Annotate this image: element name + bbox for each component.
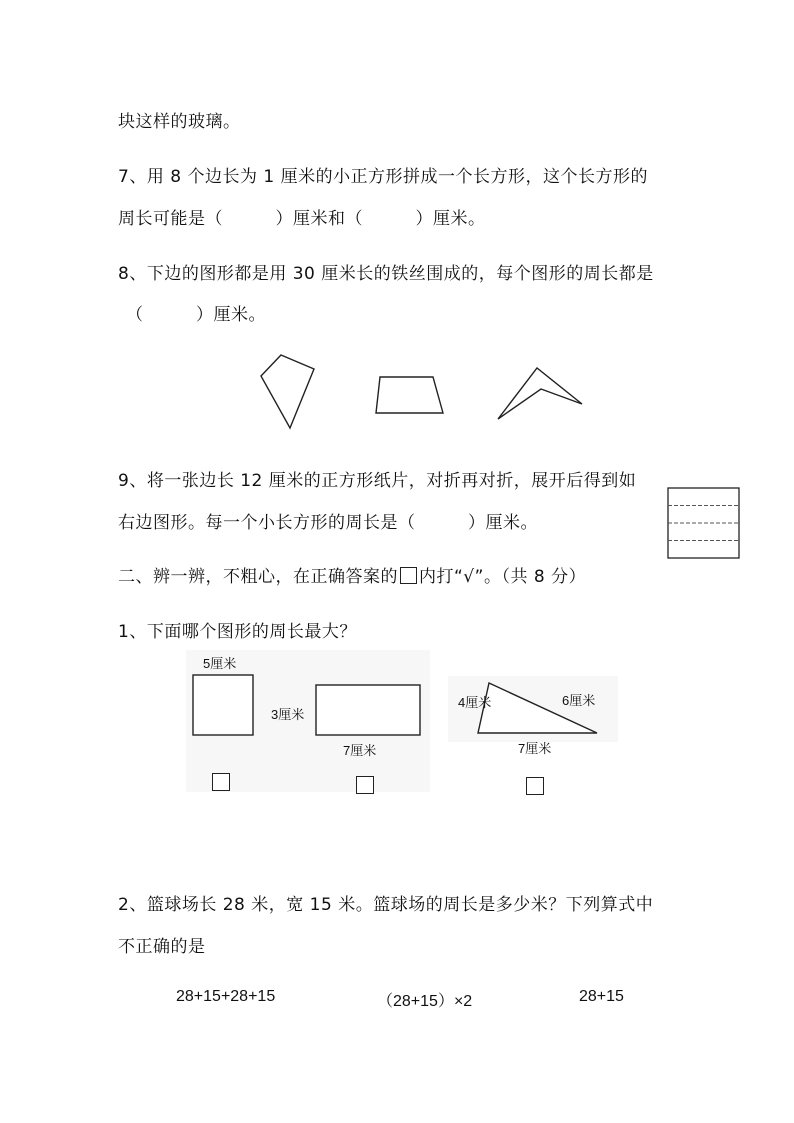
tri-right-label: 6厘米 [562,693,596,708]
square-figure [193,675,253,735]
question-7-line-2: 周长可能是（ ）厘米和（ ）厘米。 [118,209,486,229]
sub-question-2-line-1: 2、篮球场长 28 米，宽 15 米。篮球场的周长是多少米？下列算式中 [118,895,654,915]
choice-box-triangle[interactable] [526,777,544,795]
sub-question-2-line-2: 不正确的是 [118,937,206,957]
expression-2: （28+15）×2 [377,993,473,1010]
question-8-line-1: 8、下边的图形都是用 30 厘米长的铁丝围成的，每个图形的周长都是 [118,264,654,284]
question-9-line-1: 9、将一张边长 12 厘米的正方形纸片，对折再对折，展开后得到如 [118,471,637,491]
question-8-line-2: （ ）厘米。 [126,305,266,325]
rect-height-label: 3厘米 [271,707,305,722]
section-2-text: 二、辨一辨，不粗心，在正确答案的 [118,567,398,587]
expression-1: 28+15+28+15 [176,988,276,1005]
square-side-label: 5厘米 [203,656,237,671]
tri-left-label: 4厘米 [458,695,492,710]
rectangle-figure [316,685,420,735]
question-9-line-2: 右边图形。每一个小长方形的周长是（ ）厘米。 [118,513,538,533]
expression-3: 28+15 [579,988,624,1005]
continuation-text: 块这样的玻璃。 [118,112,241,132]
sub-question-1: 1、下面哪个图形的周长最大？ [118,622,357,642]
choice-box-square[interactable] [212,773,230,791]
choice-box-rectangle[interactable] [356,776,374,794]
question-7-line-1: 7、用 8 个边长为 1 厘米的小正方形拼成一个长方形，这个长方形的 [118,167,649,187]
tri-base-label: 7厘米 [518,741,552,756]
rect-width-label: 7厘米 [343,743,377,758]
section-2-text-tail: 内打“√”。（共 8 分） [419,567,587,587]
